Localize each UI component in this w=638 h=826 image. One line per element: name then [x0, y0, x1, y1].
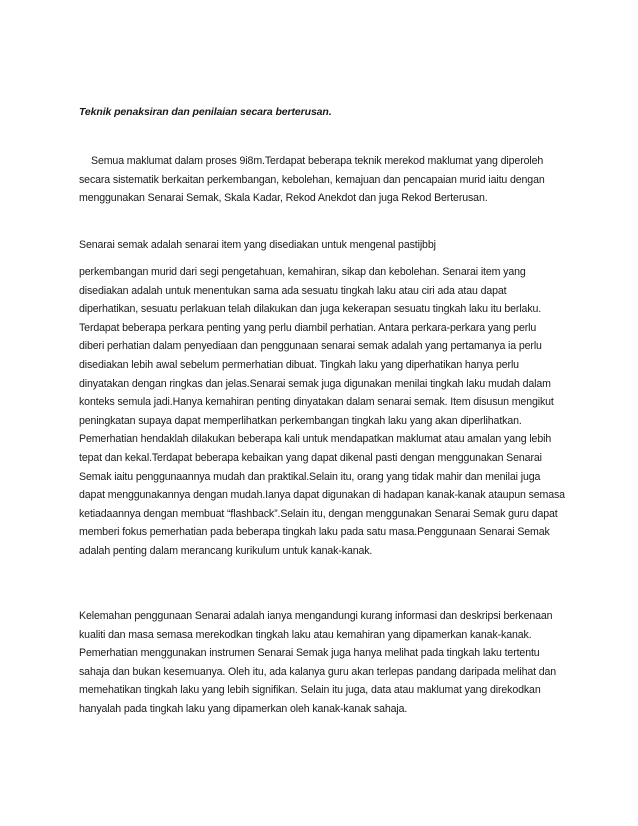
text-line: memehatikan tingkah laku yang lebih signifikan. Selain itu juga, data atau maklumat yang direkodkan [79, 684, 541, 697]
text-line: secara sistematik berkaitan perkembangan, kebolehan, kemajuan dan pencapaian murid iaitu dengan [79, 173, 545, 186]
intro-paragraph [79, 152, 569, 208]
text-line: Pemerhatian hendaklah dilakukan beberapa kali untuk mendapatkan maklumat atau amalan yang lebih [79, 433, 552, 446]
definition-paragraph [79, 236, 569, 255]
text-line: memberi fokus pemerhatian pada beberapa tingkah laku pada satu masa.Penggunaan Senarai Semak [79, 526, 550, 539]
text-line: Semak iaitu penggunaannya mudah dan praktikal.Selain itu, orang yang tidak mahir dan menilai juga [79, 470, 541, 483]
text-line: kualiti dan masa semasa merekodkan tingkah laku atau kemahiran yang dipamerkan kanak-kanak. [79, 628, 532, 641]
text-line: Semua maklumat dalam proses 9i8m.Terdapat beberapa teknik merekod maklumat yang diperoleh [91, 155, 544, 167]
weakness-paragraph [79, 607, 569, 719]
text-line: adalah penting dalam merancang kurikulum untuk kanak-kanak. [79, 544, 373, 557]
text-line: dinyatakan dengan ringkas dan jelas.Senarai semak juga digunakan menilai tingkah laku mudah dalam [79, 377, 551, 390]
document-heading: Teknik penaksiran dan penilaian secara berterusan. [79, 106, 332, 118]
text-line: Terdapat beberapa perkara penting yang perlu diambil perhatian. Antara perkara-perkara yang perlu [79, 321, 537, 334]
text-line: peningkatan supaya dapat memperlihatkan perkembangan tingkah laku yang akan diperlihatkan. [79, 414, 522, 427]
text-line: menggunakan Senarai Semak, Skala Kadar, Rekod Anekdot dan juga Rekod Berterusan. [79, 192, 488, 205]
text-line: ketiadaannya dengan membuat “flashback”.Selain itu, dengan menggunakan Senarai Semak guru dapat [79, 507, 558, 520]
text-line: diperhatikan, sesuatu perlakuan telah dilakukan dan juga kekerapan sesuatu tingkah laku itu berlaku. [79, 303, 542, 316]
main-paragraph [79, 263, 569, 561]
text-line: dapat menggunakannya dengan mudah.Ianya dapat digunakan di hadapan kanak-kanak ataupun semasa [79, 489, 565, 502]
text-line: sahaja dan bukan kesemuanya. Oleh itu, ada kalanya guru akan terlepas pandang daripada melihat dan [79, 665, 557, 678]
text-line: perkembangan murid dari segi pengetahuan, kemahiran, sikap dan kebolehan. Senarai item yang [79, 266, 526, 278]
text-line: Kelemahan penggunaan Senarai adalah ianya mengandungi kurang informasi dan deskripsi berkenaan [79, 610, 553, 622]
text-line: hanyalah pada tingkah laku yang dipamerkan oleh kanak-kanak sahaja. [79, 702, 408, 715]
text-line: tepat dan kekal.Terdapat beberapa kebaikan yang dapat dikenal pasti dengan menggunakan Senarai [79, 451, 542, 464]
text-line: disediakan lebih awal sebelum permerhatian dibuat. Tingkah laku yang diperhatikan hanya perlu [79, 358, 519, 371]
text-line: konteks semula jadi.Hanya kemahiran penting dinyatakan dalam senarai semak. Item disusun mengikut [79, 396, 554, 409]
text-line: disediakan adalah untuk menentukan sama ada sesuatu tingkah laku atau ciri ada atau dapat [79, 284, 507, 297]
text-line: diberi perhatian dalam penyediaan dan penggunaan senarai semak adalah yang pertamanya ia perlu [79, 340, 542, 353]
text-line: Senarai semak adalah senarai item yang disediakan untuk mengenal pastijbbj [79, 239, 436, 251]
text-line: Pemerhatian menggunakan instrumen Senarai Semak juga hanya melihat pada tingkah laku tertentu [79, 647, 540, 660]
